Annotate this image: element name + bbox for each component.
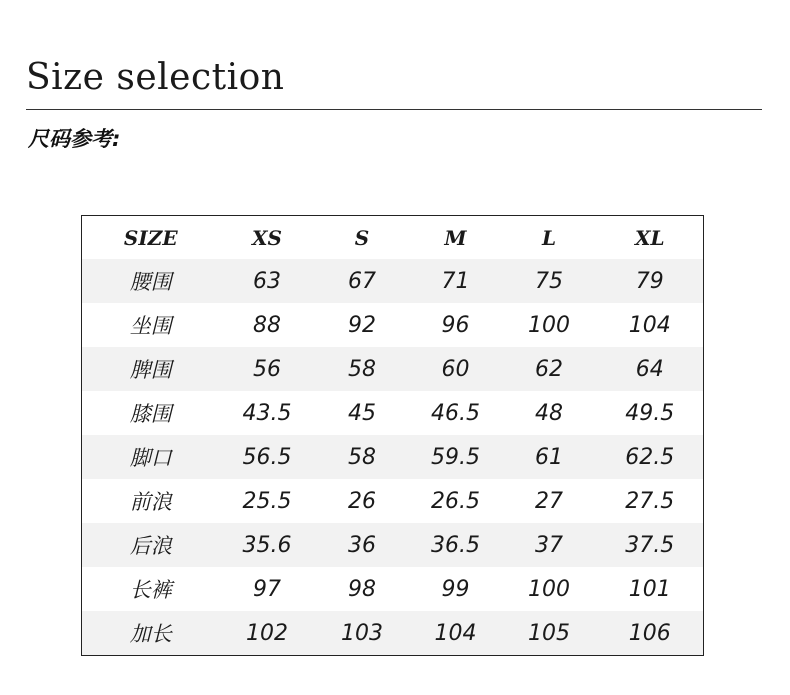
table-cell: 75 bbox=[502, 259, 597, 303]
table-cell: 48 bbox=[502, 391, 597, 435]
table-cell: 56 bbox=[220, 347, 315, 391]
row-label: 脾围 bbox=[82, 347, 220, 391]
table-row bbox=[82, 347, 704, 391]
table-row bbox=[82, 567, 704, 611]
table-cell: 63 bbox=[220, 259, 315, 303]
size-reference-label: 尺码参考: bbox=[28, 127, 121, 151]
table-cell: 88 bbox=[220, 303, 315, 347]
header-xl: XL bbox=[634, 225, 665, 250]
table-cell: 79 bbox=[597, 259, 704, 303]
table-cell: 97 bbox=[220, 567, 315, 611]
size-chart-table bbox=[81, 215, 704, 656]
header-m: M bbox=[444, 225, 467, 250]
title-divider bbox=[26, 109, 762, 110]
table-cell: 102 bbox=[220, 611, 315, 656]
table-cell: 99 bbox=[410, 567, 502, 611]
table-cell: 100 bbox=[502, 303, 597, 347]
table-cell: 71 bbox=[410, 259, 502, 303]
table-cell: 43.5 bbox=[220, 391, 315, 435]
table-cell: 64 bbox=[597, 347, 704, 391]
table-row bbox=[82, 303, 704, 347]
row-label: 腰围 bbox=[82, 259, 220, 303]
table-cell: 61 bbox=[502, 435, 597, 479]
table-cell: 92 bbox=[315, 303, 410, 347]
table-cell: 106 bbox=[597, 611, 704, 656]
table-cell: 27.5 bbox=[597, 479, 704, 523]
table-cell: 62.5 bbox=[597, 435, 704, 479]
table-cell: 27 bbox=[502, 479, 597, 523]
table-cell: 101 bbox=[597, 567, 704, 611]
table-cell: 25.5 bbox=[220, 479, 315, 523]
table-cell: 98 bbox=[315, 567, 410, 611]
table-cell: 104 bbox=[410, 611, 502, 656]
row-label: 后浪 bbox=[82, 523, 220, 567]
row-label: 脚口 bbox=[82, 435, 220, 479]
table-cell: 104 bbox=[597, 303, 704, 347]
table-row bbox=[82, 391, 704, 435]
table-cell: 36.5 bbox=[410, 523, 502, 567]
header-xs: XS bbox=[252, 225, 282, 250]
page-title: Size selection bbox=[26, 57, 285, 98]
table-cell: 37 bbox=[502, 523, 597, 567]
header-s: S bbox=[354, 225, 370, 250]
table-cell: 49.5 bbox=[597, 391, 704, 435]
table-cell: 67 bbox=[315, 259, 410, 303]
table-row bbox=[82, 479, 704, 523]
table-cell: 96 bbox=[410, 303, 502, 347]
table-cell: 45 bbox=[315, 391, 410, 435]
table-row bbox=[82, 435, 704, 479]
table-cell: 36 bbox=[315, 523, 410, 567]
header-size: SIZE bbox=[123, 225, 178, 250]
table-cell: 58 bbox=[315, 347, 410, 391]
table-cell: 56.5 bbox=[220, 435, 315, 479]
table-cell: 105 bbox=[502, 611, 597, 656]
table-cell: 26 bbox=[315, 479, 410, 523]
table-row bbox=[82, 611, 704, 656]
table-cell: 62 bbox=[502, 347, 597, 391]
table-row bbox=[82, 259, 704, 303]
table-cell: 35.6 bbox=[220, 523, 315, 567]
table-cell: 60 bbox=[410, 347, 502, 391]
table-cell: 58 bbox=[315, 435, 410, 479]
table-cell: 59.5 bbox=[410, 435, 502, 479]
row-label: 坐围 bbox=[82, 303, 220, 347]
row-label: 前浪 bbox=[82, 479, 220, 523]
table-cell: 100 bbox=[502, 567, 597, 611]
table-cell: 37.5 bbox=[597, 523, 704, 567]
row-label: 长裤 bbox=[82, 567, 220, 611]
table-header-row bbox=[82, 216, 704, 260]
table-cell: 26.5 bbox=[410, 479, 502, 523]
table-cell: 103 bbox=[315, 611, 410, 656]
row-label: 加长 bbox=[82, 611, 220, 656]
row-label: 膝围 bbox=[82, 391, 220, 435]
table-cell: 46.5 bbox=[410, 391, 502, 435]
header-l: L bbox=[541, 225, 557, 250]
table-row bbox=[82, 523, 704, 567]
